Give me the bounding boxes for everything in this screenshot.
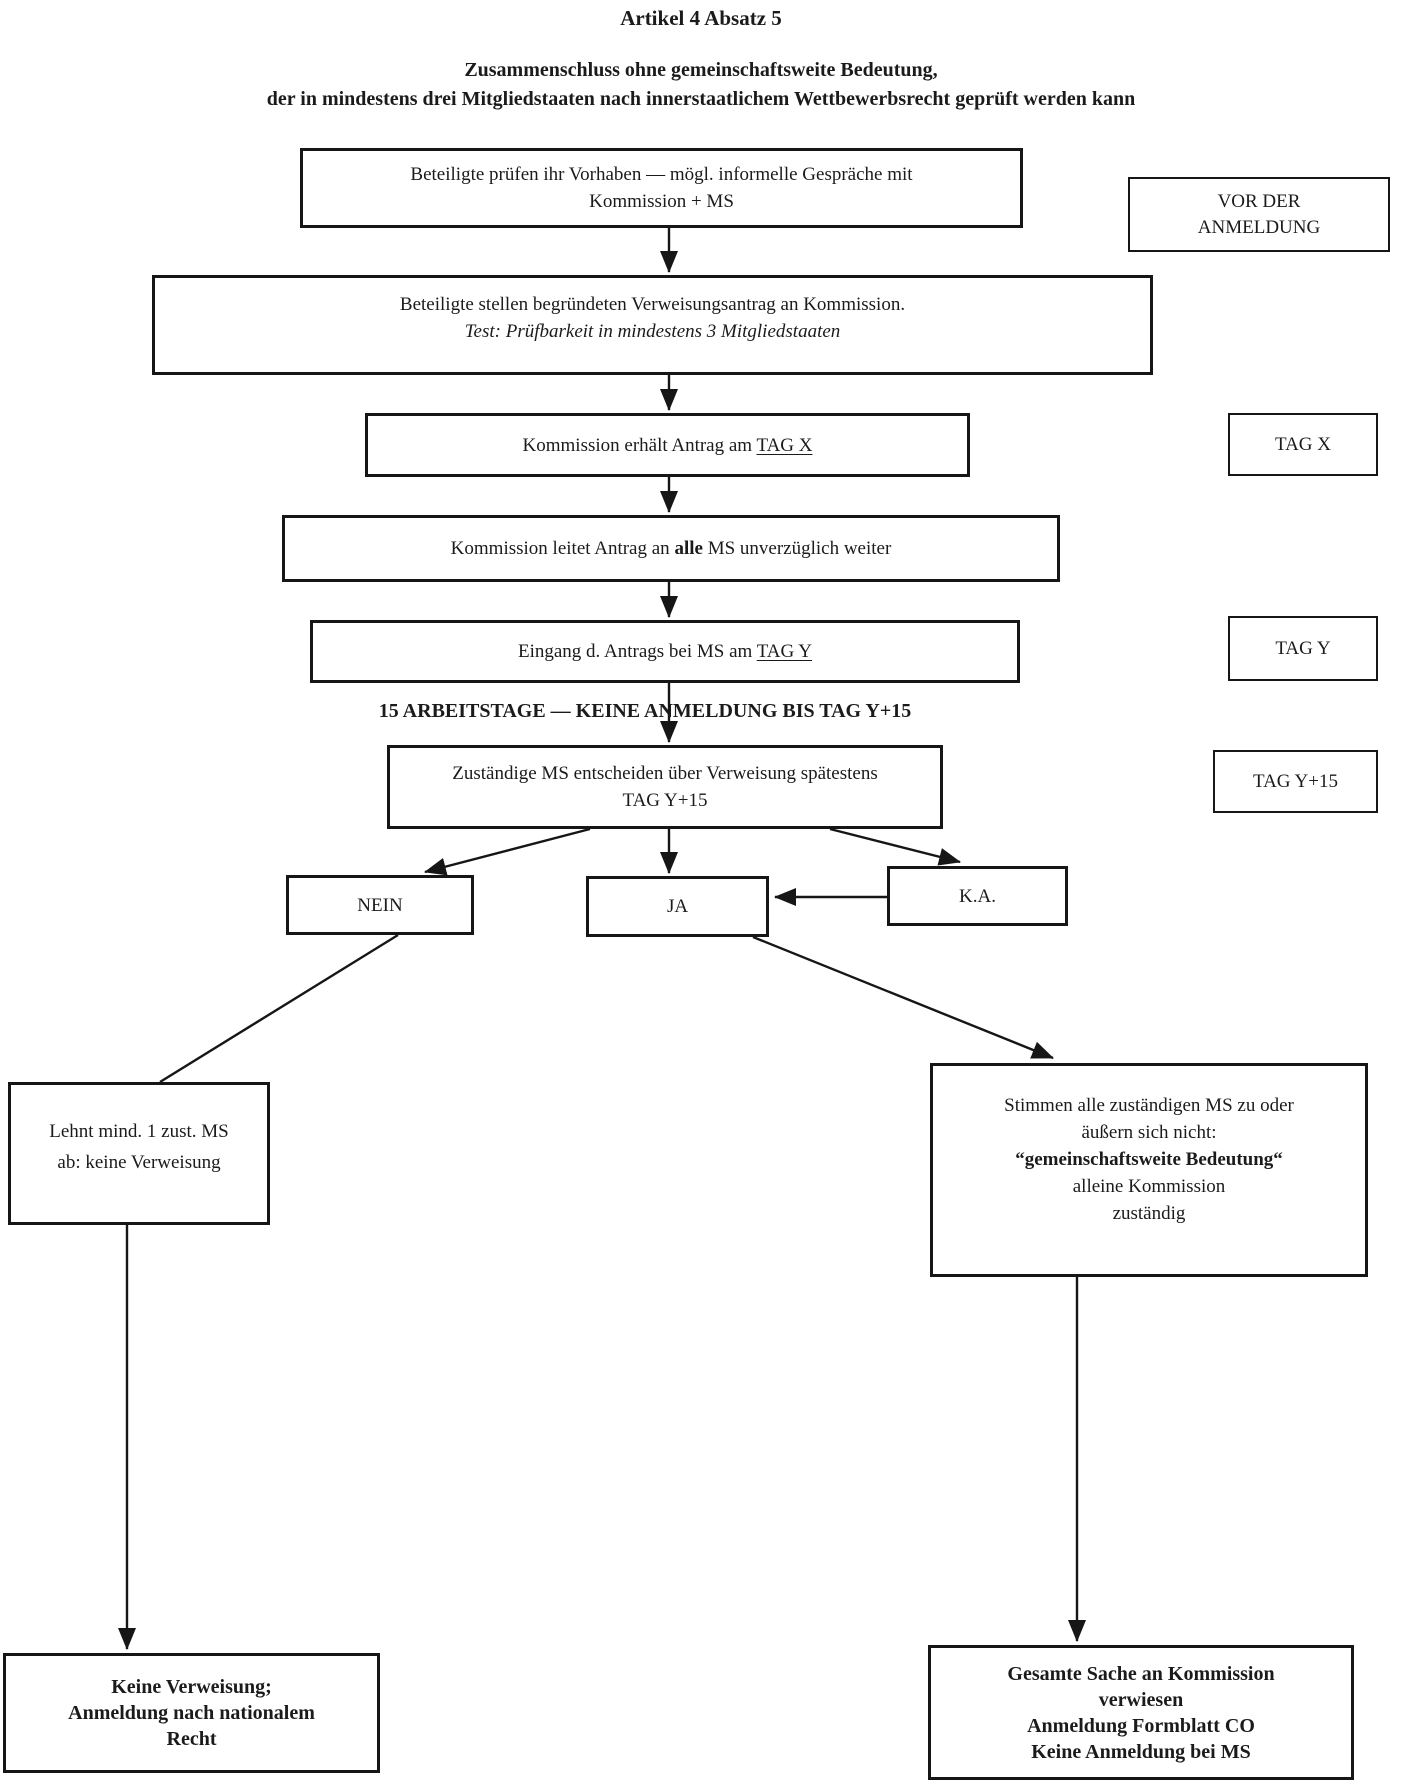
node-decision-ka bbox=[887, 866, 1068, 926]
timeline-label-tag-x bbox=[1228, 413, 1378, 476]
node-text: ab: keine Verweisung bbox=[57, 1151, 221, 1173]
timeline-label-pre-notification bbox=[1128, 177, 1390, 252]
node-outcome-no-referral bbox=[3, 1653, 380, 1773]
node-text: JA bbox=[666, 896, 689, 917]
node-text: Stimmen alle zuständigen MS zu oder bbox=[1004, 1094, 1294, 1116]
arrow-decide-to-nein bbox=[425, 829, 590, 872]
node-text-bold: alle bbox=[674, 538, 703, 559]
line-nein-to-reject bbox=[160, 935, 398, 1082]
node-text-prefix: Kommission erhält Antrag am bbox=[522, 434, 757, 456]
node-decision-ja bbox=[586, 876, 769, 937]
timeline-text: VOR DER bbox=[1217, 190, 1301, 212]
timeline-text: TAG Y+15 bbox=[1252, 770, 1338, 792]
node-ms-decide bbox=[387, 745, 943, 829]
timeline-text: TAG X bbox=[1275, 433, 1331, 455]
node-text-suffix: MS unverzüglich weiter bbox=[702, 538, 892, 559]
node-text: Keine Verweisung; bbox=[111, 1676, 272, 1698]
node-text-italic: Test: Prüfbarkeit in mindestens 3 Mitgliedstaaten bbox=[464, 321, 841, 342]
node-text-underlined: TAG X bbox=[756, 434, 813, 456]
subtitle-line-2: der in mindestens drei Mitgliedstaaten nach innerstaatlichem Wettbewerbsrecht geprüft werden kann bbox=[266, 88, 1136, 110]
node-text: Lehnt mind. 1 zust. MS bbox=[49, 1120, 229, 1142]
node-text-bold: “gemeinschaftsweite Bedeutung“ bbox=[1015, 1148, 1283, 1170]
node-text-prefix: Kommission leitet Antrag an bbox=[450, 538, 675, 559]
timeline-text: ANMELDUNG bbox=[1197, 216, 1321, 238]
timeline-text: TAG Y bbox=[1275, 637, 1331, 659]
node-text: K.A. bbox=[959, 885, 996, 907]
node-commission-forwards bbox=[282, 515, 1060, 582]
timeline-label-tag-y15 bbox=[1213, 750, 1378, 813]
node-text: TAG Y+15 bbox=[622, 790, 708, 811]
node-text-prefix: Eingang d. Antrags bei MS am bbox=[517, 641, 757, 662]
page-subtitle bbox=[0, 56, 1402, 114]
node-decision-nein bbox=[286, 875, 474, 935]
node-ms-rejects bbox=[8, 1082, 270, 1225]
timeline-label-tag-y bbox=[1228, 616, 1378, 681]
node-text: NEIN bbox=[357, 894, 403, 916]
node-text: Keine Anmeldung bei MS bbox=[1031, 1740, 1251, 1763]
node-text: zuständig bbox=[1112, 1202, 1186, 1224]
node-ms-agree bbox=[930, 1063, 1368, 1277]
node-text: alleine Kommission bbox=[1072, 1175, 1226, 1197]
node-text: Anmeldung Formblatt CO bbox=[1027, 1714, 1255, 1737]
node-outcome-referred bbox=[928, 1645, 1354, 1780]
node-text: Beteiligte stellen begründeten Verweisungsantrag an Kommission. bbox=[399, 294, 906, 315]
node-referral-request bbox=[152, 275, 1153, 375]
node-text-underlined: TAG Y bbox=[756, 641, 812, 662]
node-text bbox=[523, 432, 813, 459]
node-text bbox=[451, 535, 892, 562]
arrow-decide-to-ka bbox=[830, 829, 960, 862]
node-text: Anmeldung nach nationalem bbox=[68, 1702, 315, 1724]
node-text: äußern sich nicht: bbox=[1081, 1121, 1217, 1143]
node-ms-receive-request bbox=[310, 620, 1020, 683]
page-title: Artikel 4 Absatz 5 bbox=[620, 6, 782, 30]
node-text: Zuständige MS entscheiden über Verweisung spätestens bbox=[452, 763, 878, 784]
node-text: Kommission + MS bbox=[589, 191, 734, 212]
node-text bbox=[518, 638, 812, 665]
node-text: verwiesen bbox=[1098, 1688, 1184, 1711]
subtitle-line-1: Zusammenschluss ohne gemeinschaftsweite Bedeutung, bbox=[464, 59, 938, 81]
node-text: Gesamte Sache an Kommission bbox=[1007, 1662, 1275, 1685]
node-parties-examine bbox=[300, 148, 1023, 228]
deadline-note: 15 ARBEITSTAGE — KEINE ANMELDUNG BIS TAG Y+15 bbox=[378, 700, 912, 722]
node-text: Recht bbox=[166, 1728, 217, 1750]
node-text: Beteiligte prüfen ihr Vorhaben — mögl. informelle Gespräche mit bbox=[410, 164, 913, 185]
arrow-ja-to-agree bbox=[753, 937, 1053, 1058]
node-commission-receives bbox=[365, 413, 970, 477]
